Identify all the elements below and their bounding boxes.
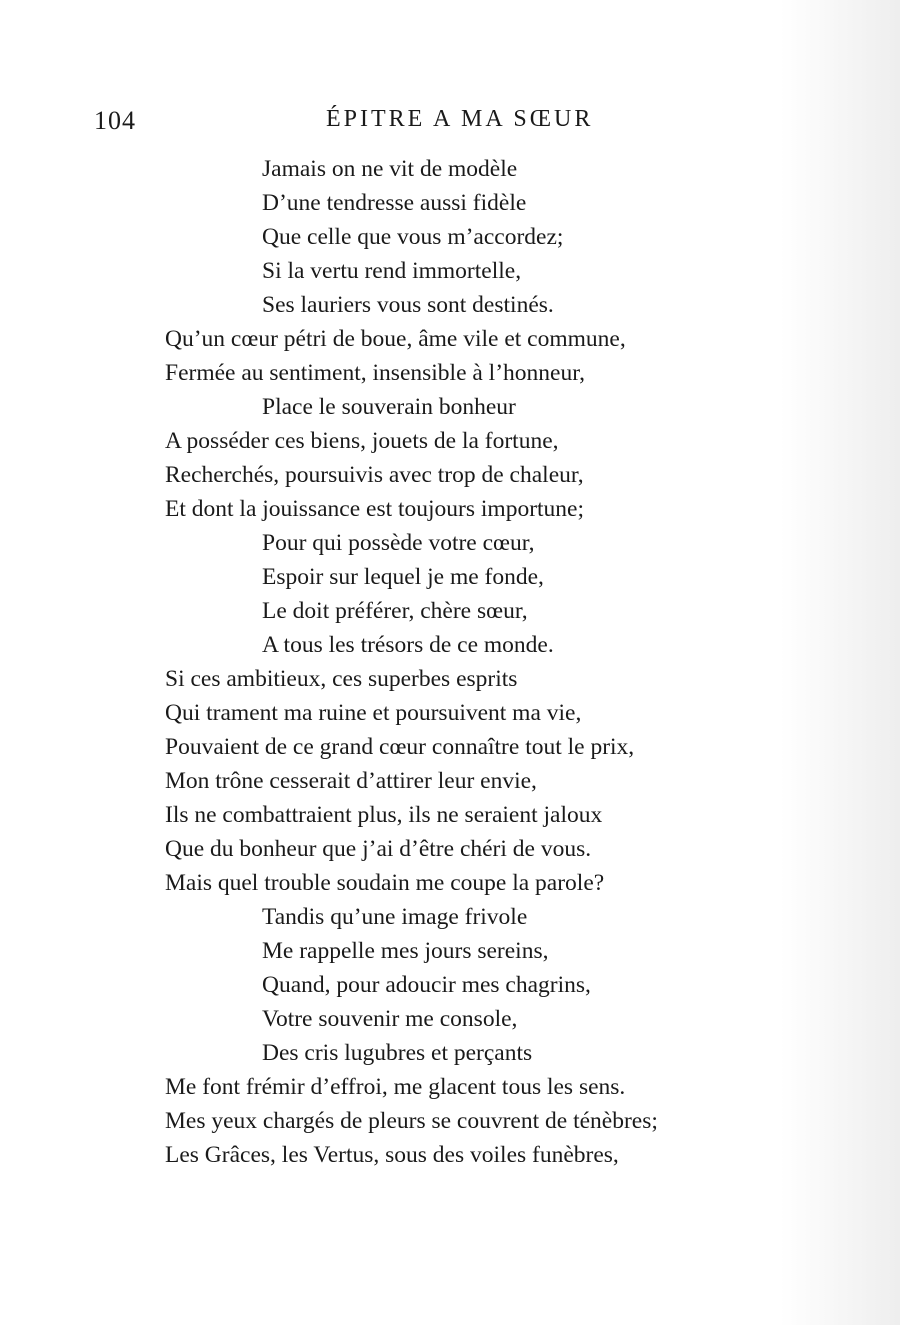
verse-line: Qui trament ma ruine et poursuivent ma vie, <box>165 700 582 726</box>
poem-text <box>165 152 805 1172</box>
verse-line: A posséder ces biens, jouets de la fortune, <box>165 428 559 454</box>
verse-line: Pouvaient de ce grand cœur connaître tout le prix, <box>165 734 635 760</box>
verse-line: Mais quel trouble soudain me coupe la parole? <box>165 870 605 896</box>
verse-line: D’une tendresse aussi fidèle <box>262 190 527 216</box>
verse-line: Si ces ambitieux, ces superbes esprits <box>165 666 518 692</box>
running-title: ÉPITRE A MA SŒUR <box>326 106 594 132</box>
verse-line: Mon trône cesserait d’attirer leur envie, <box>165 768 537 794</box>
page-header <box>0 102 900 142</box>
verse-line: Espoir sur lequel je me fonde, <box>262 564 544 590</box>
verse-line: Recherchés, poursuivis avec trop de chaleur, <box>165 462 584 488</box>
verse-line: Ils ne combattraient plus, ils ne seraient jaloux <box>165 802 603 828</box>
verse-line: Des cris lugubres et perçants <box>262 1040 533 1066</box>
verse-line: Tandis qu’une image frivole <box>262 904 528 930</box>
verse-line: Pour qui possède votre cœur, <box>262 530 535 556</box>
verse-line: Et dont la jouissance est toujours importune; <box>165 496 585 522</box>
verse-line: Me font frémir d’effroi, me glacent tous les sens. <box>165 1074 626 1100</box>
verse-line: Que celle que vous m’accordez; <box>262 224 564 250</box>
verse-line: Fermée au sentiment, insensible à l’honneur, <box>165 360 585 386</box>
verse-line: Me rappelle mes jours sereins, <box>262 938 549 964</box>
verse-line: A tous les trésors de ce monde. <box>262 632 554 658</box>
verse-line: Que du bonheur que j’ai d’être chéri de vous. <box>165 836 592 862</box>
verse-line: Les Grâces, les Vertus, sous des voiles funèbres, <box>165 1142 619 1168</box>
page-number: 104 <box>94 106 136 135</box>
verse-line: Place le souverain bonheur <box>262 394 516 420</box>
verse-line: Jamais on ne vit de modèle <box>262 156 518 182</box>
verse-line: Mes yeux chargés de pleurs se couvrent de ténèbres; <box>165 1108 658 1134</box>
verse-line: Ses lauriers vous sont destinés. <box>262 292 554 318</box>
verse-line: Si la vertu rend immortelle, <box>262 258 522 284</box>
verse-line: Le doit préférer, chère sœur, <box>262 598 528 624</box>
verse-line: Votre souvenir me console, <box>262 1006 518 1032</box>
verse-line: Qu’un cœur pétri de boue, âme vile et commune, <box>165 326 626 352</box>
verse-line: Quand, pour adoucir mes chagrins, <box>262 972 591 998</box>
